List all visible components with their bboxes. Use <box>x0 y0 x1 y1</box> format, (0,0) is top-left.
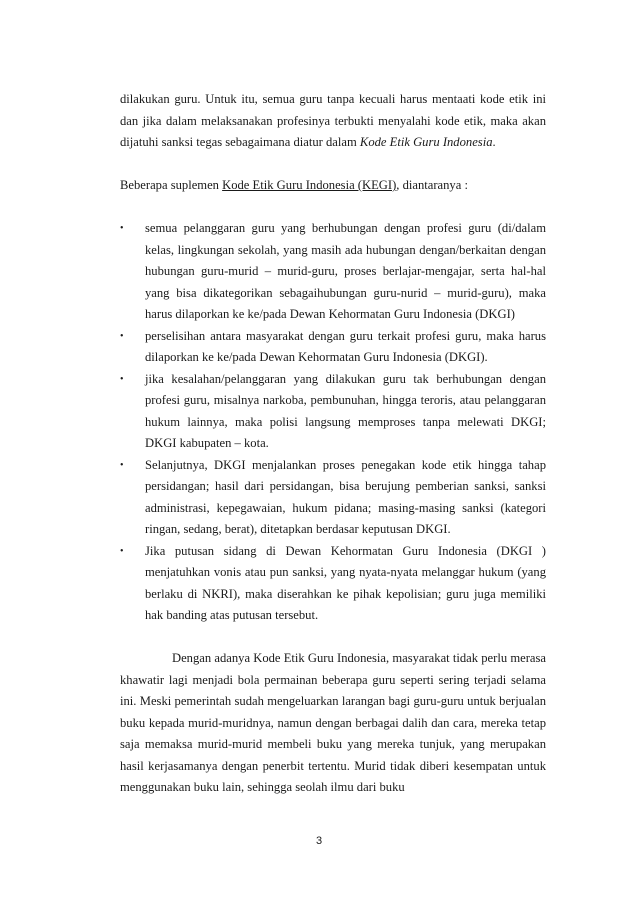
paragraph-supplements <box>120 175 546 197</box>
list-item-text: Selanjutnya, DKGI menjalankan proses penegakan kode etik hingga tahap persidangan; hasil dari persidangan, bisa berujung pemberian sanksi, sanksi administrasi, kepegawaian, hukum pidana; masing-masing sanksi (kategori ringan, sedang, berat), ditetapkan berdasar keputusan DKGI. <box>145 457 546 536</box>
page-body <box>120 89 546 799</box>
paragraph-closing: Dengan adanya Kode Etik Guru Indonesia, masyarakat tidak perlu merasa khawatir lagi menjadi bola permainan beberapa guru seperti sering terjadi selama ini. Meski pemerintah sudah mengeluarkan larangan bagi guru-guru untuk berjualan buku kepada murid-muridnya, namun dengan berbagai dalih dan cara, mereka tetap saja memaksa murid-murid membeli buku yang mereka tunjuk, yang merupakan hasil kerjasamanya dengan penerbit tertentu. Murid tidak diberi kesempatan untuk menggunakan buku lain, sehingga seolah ilmu dari buku <box>120 651 546 794</box>
page-number: 3 <box>315 835 323 847</box>
bullet-icon: • <box>120 223 124 234</box>
supplement-list <box>120 218 546 627</box>
list-item-text: perselisihan antara masyarakat dengan guru terkait profesi guru, maka harus dilaporkan ke ke/pada Dewan Kehormatan Guru Indonesia (DKGI). <box>145 328 546 364</box>
list-item-text: jika kesalahan/pelanggaran yang dilakukan guru tak berhubungan dengan profesi guru, misalnya narkoba, pembunuhan, hingga teroris, atau pelanggaran hukum lainnya, maka polisi langsung memproses tanpa melewati DKGI; DKGI kabupaten – kota. <box>145 371 546 450</box>
bullet-icon: • <box>120 459 124 471</box>
list-item <box>120 541 546 627</box>
paragraph-intro-end: . <box>492 135 496 149</box>
supplements-tail: , diantaranya : <box>396 178 468 192</box>
paragraph-intro <box>120 89 546 154</box>
bullet-icon: • <box>120 330 124 342</box>
list-item-text: Jika putusan sidang di Dewan Kehormatan Guru Indonesia (DKGI ) menjatuhkan vonis atau pun sanksi, yang nyata-nyata melanggar hukum (yang berlaku di NKRI), maka diserahkan ke pihak kepolisian; guru juga memiliki hak banding atas putusan tersebut. <box>145 543 546 622</box>
list-item <box>120 326 546 369</box>
bullet-icon: • <box>120 545 124 557</box>
paragraph-intro-text: dilakukan guru. Untuk itu, semua guru tanpa kecuali harus mentaati kode etik ini dan jika dalam melaksanakan profesinya terbukti menyalahi kode etik, maka akan dijatuhi sanksi tegas sebagaimana diatur dalam <box>120 92 546 149</box>
list-item-text: semua pelanggaran guru yang berhubungan dengan profesi guru (di/dalam kelas, lingkungan sekolah, yang masih ada hubungan dengan/berkaitan dengan hubungan guru-murid – murid-guru, proses berlajar-mengajar, serta hal-hal yang bisa dikategorikan sebagaihubungan guru-nurid – murid-guru), maka harus dilaporkan ke ke/pada Dewan Kehormatan Guru Indonesia (DKGI) <box>145 221 546 321</box>
list-item <box>120 369 546 455</box>
bullet-icon: • <box>120 373 124 385</box>
supplements-lead: Beberapa suplemen <box>120 178 223 192</box>
italic-title: Kode Etik Guru Indonesia <box>359 135 493 149</box>
spacer <box>120 197 546 219</box>
list-item <box>120 218 546 326</box>
spacer <box>120 627 546 649</box>
kegi-link[interactable]: Kode Etik Guru Indonesia (KEGI) <box>222 178 397 192</box>
list-item <box>120 455 546 541</box>
spacer <box>120 154 546 176</box>
